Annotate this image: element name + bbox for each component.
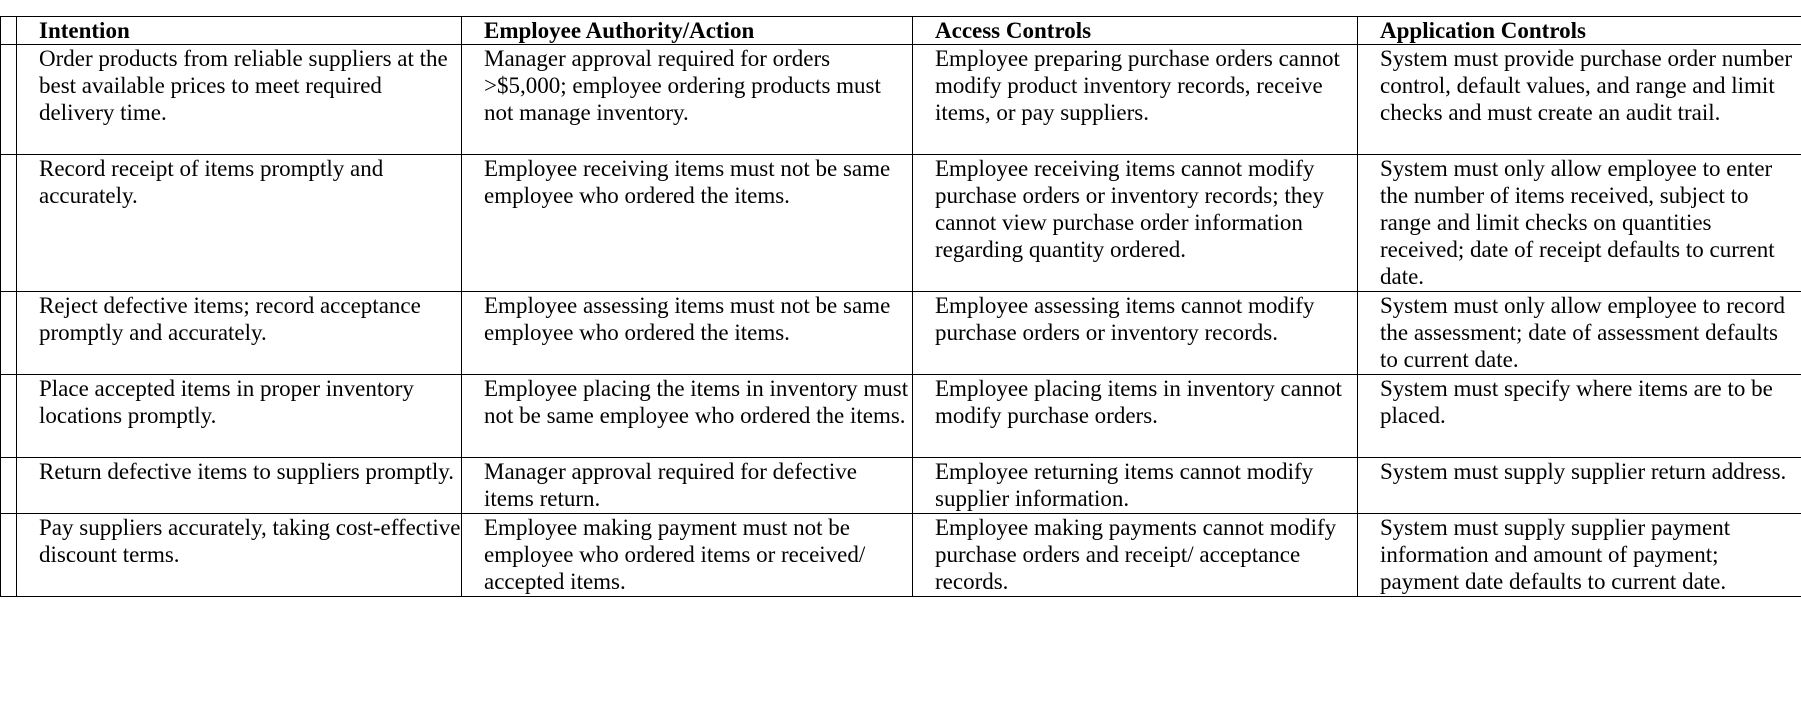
cell-access: Employee preparing purchase orders cannot modify product inventory records, receive items, or pay suppliers. xyxy=(913,45,1358,155)
cell-authority: Employee assessing items must not be same employee who ordered the items. xyxy=(462,292,913,375)
cell-application: System must provide purchase order number control, default values, and range and limit checks and must create an audit trail. xyxy=(1358,45,1801,155)
table-row xyxy=(1,45,1801,155)
cell-intention: Place accepted items in proper inventory locations promptly. xyxy=(17,375,462,458)
row-stub xyxy=(1,17,17,45)
cell-application: System must only allow employee to enter the number of items received, subject to range and limit checks on quantities received; date of receipt defaults to current date. xyxy=(1358,155,1801,292)
cell-access: Employee receiving items cannot modify purchase orders or inventory records; they cannot view purchase order information regarding quantity ordered. xyxy=(913,155,1358,292)
row-stub xyxy=(1,458,17,514)
cell-intention: Return defective items to suppliers promptly. xyxy=(17,458,462,514)
cell-intention: Record receipt of items promptly and accurately. xyxy=(17,155,462,292)
table-row xyxy=(1,292,1801,375)
table-row xyxy=(1,155,1801,292)
column-header-employee-authority: Employee Authority/Action xyxy=(462,17,913,45)
cell-authority: Manager approval required for defective items return. xyxy=(462,458,913,514)
cell-intention: Reject defective items; record acceptance promptly and accurately. xyxy=(17,292,462,375)
cell-application: System must supply supplier return address. xyxy=(1358,458,1801,514)
cell-access: Employee returning items cannot modify supplier information. xyxy=(913,458,1358,514)
table-header-row xyxy=(1,17,1801,45)
table-row xyxy=(1,375,1801,458)
row-stub xyxy=(1,375,17,458)
row-stub xyxy=(1,155,17,292)
cell-access: Employee making payments cannot modify purchase orders and receipt/ acceptance records. xyxy=(913,514,1358,597)
cell-access: Employee assessing items cannot modify purchase orders or inventory records. xyxy=(913,292,1358,375)
cell-authority: Employee placing the items in inventory must not be same employee who ordered the items. xyxy=(462,375,913,458)
column-header-access-controls: Access Controls xyxy=(913,17,1358,45)
cell-application: System must specify where items are to be placed. xyxy=(1358,375,1801,458)
row-stub xyxy=(1,45,17,155)
table-row xyxy=(1,514,1801,597)
cell-intention: Pay suppliers accurately, taking cost-effective discount terms. xyxy=(17,514,462,597)
cell-authority: Employee receiving items must not be same employee who ordered the items. xyxy=(462,155,913,292)
cell-authority: Employee making payment must not be employee who ordered items or received/ accepted items. xyxy=(462,514,913,597)
cell-application: System must supply supplier payment information and amount of payment; payment date defaults to current date. xyxy=(1358,514,1801,597)
cell-access: Employee placing items in inventory cannot modify purchase orders. xyxy=(913,375,1358,458)
table-row xyxy=(1,458,1801,514)
row-stub xyxy=(1,514,17,597)
row-stub xyxy=(1,292,17,375)
cell-authority: Manager approval required for orders >$5,000; employee ordering products must not manage inventory. xyxy=(462,45,913,155)
cell-application: System must only allow employee to record the assessment; date of assessment defaults to current date. xyxy=(1358,292,1801,375)
controls-table xyxy=(0,16,1801,597)
column-header-application-controls: Application Controls xyxy=(1358,17,1801,45)
cell-intention: Order products from reliable suppliers at the best available prices to meet required delivery time. xyxy=(17,45,462,155)
column-header-intention: Intention xyxy=(17,17,462,45)
